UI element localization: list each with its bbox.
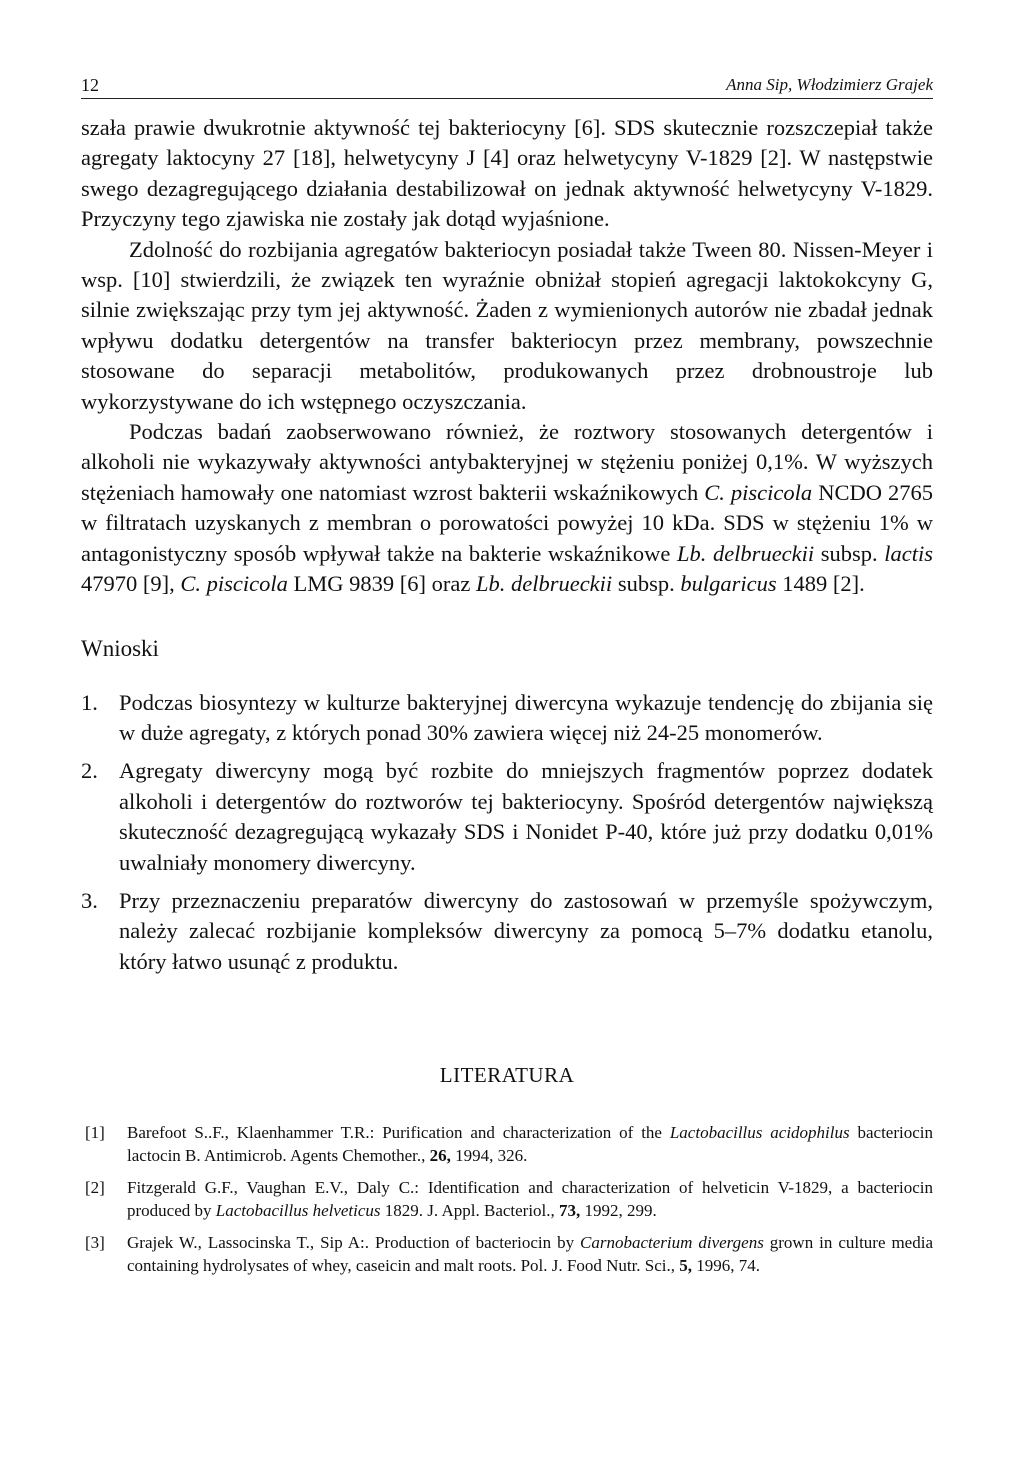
reference-list: [81, 1122, 933, 1277]
running-header-authors: Anna Sip, Włodzimierz Grajek: [726, 75, 933, 94]
text-run: grown in culture media containing hydrolysates of whey, caseicin and malt roots. Pol. J. Food Nutr. Sci.,: [127, 1233, 933, 1275]
text-run: 1996, 74.: [692, 1255, 761, 1275]
text-run: 1992, 299.: [580, 1200, 657, 1220]
conclusion-number: 3.: [81, 887, 98, 913]
conclusion-text: Podczas biosyntezy w kulturze bakteryjnej diwercyna wykazuje tendencję do zbijania się w duże agregaty, z których ponad 30% zawiera więcej niż 24-25 monomerów.: [119, 689, 933, 745]
reference-text: [127, 1232, 933, 1277]
conclusion-number: 1.: [81, 689, 98, 715]
page: [81, 74, 933, 1287]
reference-number: [2]: [85, 1178, 105, 1198]
text-run: 47970 [9],: [81, 571, 181, 597]
text-run: 1829. J. Appl. Bacteriol.,: [380, 1200, 560, 1220]
italic-run: Carnobacterium divergens: [580, 1233, 764, 1253]
text-run: szała prawie dwukrotnie aktywność tej bakteriocyny [6]. SDS skutecznie rozszczepiał także agregaty laktocyny 27 [18], helwetycyny J [4] oraz helwetycyny V-1829 [2]. W następstwie swego dezagregującego działania destabilizował on jednak aktywność helwetycyny V-1829. Przyczyny tego zjawiska nie zostały jak dotąd wyjaśnione.: [81, 115, 933, 232]
italic-run: C. piscicola: [180, 571, 288, 597]
italic-run: bulgaricus: [680, 571, 777, 597]
text-run: subsp.: [814, 540, 885, 566]
text-run: Zdolność do rozbijania agregatów bakteriocyn posiadał także Tween 80. Nissen-Meyer i wsp. [10] stwierdzili, że związek ten wyraźnie obniżał stopień agregacji laktokokcyny G, silnie zwiększając przy tym jej aktywność. Żaden z wymienionych autorów nie zbadał jednak wpływu dodatku detergentów na transfer bakteriocyn przez membrany, powszechnie stosowane do separacji metabolitów, produkowanych przez drobnoustroje lub wykorzystywane do ich wstępnego oczyszczania.: [81, 236, 933, 414]
reference-number: [3]: [85, 1233, 105, 1253]
conclusion-number: 2.: [81, 758, 98, 784]
body-text: [81, 113, 933, 600]
text-run: NCDO 2765 w filtratach uzyskanych z membran o porowatości powyżej 10 kDa. SDS w stężeniu 1% w antagonistyczny sposób wpływał także na bakterie wskaźnikowe: [81, 479, 933, 566]
reference-item: [81, 1177, 933, 1222]
paragraph: [81, 417, 933, 599]
text-run: 1994, 326.: [450, 1145, 528, 1165]
reference-text: [127, 1177, 933, 1222]
bold-run: 73,: [559, 1200, 581, 1220]
conclusion-item: [81, 756, 933, 878]
bold-run: 26,: [429, 1145, 451, 1165]
text-run: Barefoot S..F., Klaenhammer T.R.: Purification and characterization of the: [127, 1123, 670, 1143]
reference-item: [81, 1122, 933, 1167]
italic-run: Lb. delbrueckii: [475, 571, 613, 597]
text-run: LMG 9839 [6] oraz: [287, 571, 476, 597]
text-run: Fitzgerald G.F., Vaughan E.V., Daly C.: Identification and characterization of helveticin V-1829, a bacteriocin produced by: [127, 1178, 933, 1220]
italic-run: lactis: [884, 540, 933, 566]
italic-run: C. piscicola: [704, 479, 813, 505]
conclusion-text: Przy przeznaczeniu preparatów diwercyny do zastosowań w przemyśle spożywczym, należy zalecać rozbijanie kompleksów diwercyny za pomocą 5–7% dodatku etanolu, który łatwo usunąć z produktu.: [119, 887, 933, 974]
text-run: bacteriocin lactocin B. Antimicrob. Agents Chemother.,: [127, 1123, 933, 1165]
paragraph: [81, 113, 933, 235]
reference-item: [81, 1232, 933, 1277]
reference-number: [1]: [85, 1123, 105, 1143]
conclusion-item: [81, 886, 933, 977]
text-run: Grajek W., Lassocinska T., Sip A:. Production of bacteriocin by: [127, 1233, 581, 1253]
literature-heading: LITERATURA: [439, 1063, 575, 1088]
text-run: Podczas badań zaobserwowano również, że roztwory stosowanych detergentów i alkoholi nie wykazywały aktywności antybakteryjnej w stężeniu poniżej 0,1%. W wyższych stężeniach hamowały one natomiast wzrost bakterii wskaźnikowych: [81, 419, 933, 505]
italic-run: Lactobacillus helveticus: [215, 1200, 381, 1220]
page-number: 12: [81, 75, 99, 95]
conclusions-heading: Wnioski: [81, 635, 159, 661]
reference-text: [127, 1122, 933, 1167]
running-header: [81, 74, 933, 99]
bold-run: 5,: [679, 1255, 693, 1275]
text-run: subsp.: [612, 571, 681, 597]
conclusions-list: [81, 688, 933, 978]
text-run: 1489 [2].: [776, 571, 865, 597]
conclusion-item: [81, 688, 933, 749]
italic-run: Lactobacillus acidophilus: [669, 1123, 850, 1143]
paragraph: [81, 235, 933, 417]
conclusion-text: Agregaty diwercyny mogą być rozbite do mniejszych fragmentów poprzez dodatek alkoholi i detergentów do roztworów tej bakteriocyny. Spośród detergentów największą skuteczność dezagregującą wykazały SDS i Nonidet P-40, które już przy dodatku 0,01% uwalniały monomery diwercyny.: [119, 758, 933, 875]
italic-run: Lb. delbrueckii: [676, 540, 815, 566]
